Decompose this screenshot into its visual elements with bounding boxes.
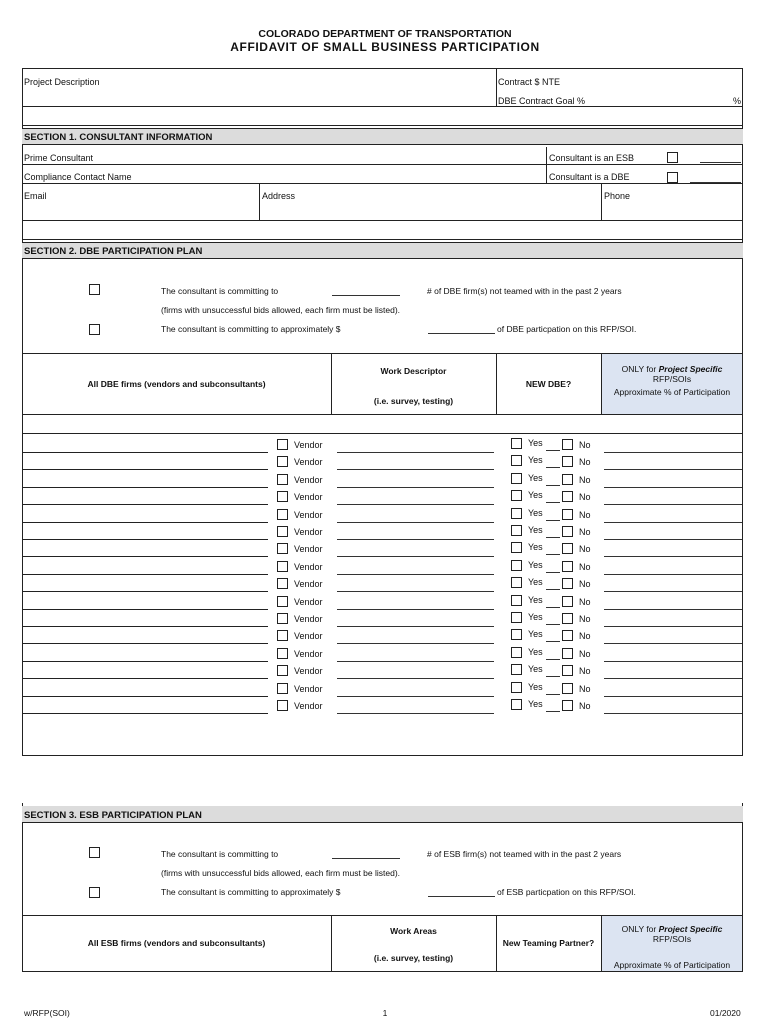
- vendor-checkbox[interactable]: [277, 578, 288, 589]
- vendor-label: Vendor: [294, 544, 323, 554]
- work-descriptor-field[interactable]: [337, 539, 494, 540]
- work-descriptor-field[interactable]: [337, 643, 494, 644]
- vendor-checkbox[interactable]: [277, 613, 288, 624]
- no-label: No: [579, 666, 591, 676]
- vendor-label: Vendor: [294, 666, 323, 676]
- esb-commit-note: (firms with unsuccessful bids allowed, each firm must be listed).: [161, 868, 401, 878]
- firm-name-field[interactable]: [22, 661, 268, 662]
- vendor-label: Vendor: [294, 527, 323, 537]
- participation-percent-field[interactable]: [604, 556, 742, 557]
- esb-commit-amount-suffix: of ESB particpation on this RFP/SOI.: [497, 887, 636, 897]
- vendor-checkbox[interactable]: [277, 596, 288, 607]
- esb-commit-firms-text: The consultant is committing to: [161, 849, 279, 859]
- new-dbe-yes-checkbox[interactable]: [511, 473, 522, 484]
- new-dbe-no-checkbox[interactable]: [562, 613, 573, 624]
- yes-label: Yes: [528, 647, 543, 657]
- yes-label: Yes: [528, 629, 543, 639]
- no-label: No: [579, 475, 591, 485]
- participation-percent-field[interactable]: [604, 574, 742, 575]
- work-descriptor-field[interactable]: [337, 504, 494, 505]
- vendor-label: Vendor: [294, 631, 323, 641]
- section2-header: [22, 242, 743, 259]
- section3-header: [22, 806, 743, 823]
- new-dbe-no-checkbox[interactable]: [562, 509, 573, 520]
- firm-name-field[interactable]: [22, 539, 268, 540]
- participation-percent-field[interactable]: [604, 452, 742, 453]
- no-label: No: [579, 562, 591, 572]
- new-dbe-no-checkbox[interactable]: [562, 561, 573, 572]
- vendor-checkbox[interactable]: [277, 526, 288, 537]
- dbe-col-work: Work Descriptor: [380, 366, 447, 376]
- new-dbe-yes-checkbox[interactable]: [511, 612, 522, 623]
- vendor-label: Vendor: [294, 701, 323, 711]
- firm-name-field[interactable]: [22, 713, 268, 714]
- dbe-line: [690, 182, 741, 183]
- vendor-checkbox[interactable]: [277, 561, 288, 572]
- vendor-checkbox[interactable]: [277, 474, 288, 485]
- participation-percent-field[interactable]: [604, 713, 742, 714]
- no-label: No: [579, 544, 591, 554]
- yes-label: Yes: [528, 473, 543, 483]
- yes-label: Yes: [528, 455, 543, 465]
- no-label: No: [579, 649, 591, 659]
- new-dbe-yes-checkbox[interactable]: [511, 664, 522, 675]
- firm-name-field[interactable]: [22, 556, 268, 557]
- new-dbe-no-checkbox[interactable]: [562, 665, 573, 676]
- dbe-firms-commit-checkbox[interactable]: [89, 284, 100, 295]
- participation-percent-field[interactable]: [604, 469, 742, 470]
- firm-name-field[interactable]: [22, 643, 268, 644]
- form-title: AFFIDAVIT OF SMALL BUSINESS PARTICIPATION: [230, 40, 540, 54]
- no-label: No: [579, 597, 591, 607]
- yes-label: Yes: [528, 560, 543, 570]
- work-descriptor-field[interactable]: [337, 609, 494, 610]
- vendor-label: Vendor: [294, 614, 323, 624]
- work-descriptor-field[interactable]: [337, 661, 494, 662]
- participation-percent-field[interactable]: [604, 522, 742, 523]
- firm-name-field[interactable]: [22, 504, 268, 505]
- new-dbe-no-checkbox[interactable]: [562, 456, 573, 467]
- esb-col-work: Work Areas: [390, 926, 437, 936]
- no-label: No: [579, 701, 591, 711]
- dbe-col-work-sub: (i.e. survey, testing): [373, 396, 454, 406]
- vendor-label: Vendor: [294, 579, 323, 589]
- vendor-label: Vendor: [294, 684, 323, 694]
- vendor-label: Vendor: [294, 510, 323, 520]
- dbe-amount-field[interactable]: [428, 333, 495, 334]
- section1-header: [22, 128, 743, 145]
- email-label: Email: [24, 191, 47, 201]
- no-label: No: [579, 510, 591, 520]
- prime-consultant-label: Prime Consultant: [24, 153, 94, 163]
- participation-percent-field[interactable]: [604, 696, 742, 697]
- vendor-checkbox[interactable]: [277, 509, 288, 520]
- new-dbe-yes-checkbox[interactable]: [511, 508, 522, 519]
- vendor-checkbox[interactable]: [277, 665, 288, 676]
- firm-name-field[interactable]: [22, 696, 268, 697]
- vendor-checkbox[interactable]: [277, 456, 288, 467]
- vendor-label: Vendor: [294, 492, 323, 502]
- vendor-label: Vendor: [294, 597, 323, 607]
- new-dbe-no-checkbox[interactable]: [562, 648, 573, 659]
- no-label: No: [579, 492, 591, 502]
- esb-col-work-sub: (i.e. survey, testing): [373, 953, 454, 963]
- new-dbe-no-checkbox[interactable]: [562, 700, 573, 711]
- vendor-checkbox[interactable]: [277, 648, 288, 659]
- new-dbe-no-checkbox[interactable]: [562, 596, 573, 607]
- esb-line: [700, 162, 741, 163]
- new-dbe-yes-checkbox[interactable]: [511, 629, 522, 640]
- esb-status-label: Consultant is an ESB: [549, 153, 635, 163]
- agency-name: COLORADO DEPARTMENT OF TRANSPORTATION: [258, 28, 512, 40]
- vendor-checkbox[interactable]: [277, 683, 288, 694]
- no-label: No: [579, 579, 591, 589]
- vendor-label: Vendor: [294, 649, 323, 659]
- new-dbe-yes-checkbox[interactable]: [511, 525, 522, 536]
- new-dbe-yes-checkbox[interactable]: [511, 595, 522, 606]
- firm-name-field[interactable]: [22, 591, 268, 592]
- work-descriptor-field[interactable]: [337, 452, 494, 453]
- esb-amount-commit-checkbox[interactable]: [89, 887, 100, 898]
- yes-label: Yes: [528, 699, 543, 709]
- dbe-col-new: NEW DBE?: [525, 379, 572, 389]
- esb-firms-commit-checkbox[interactable]: [89, 847, 100, 858]
- new-dbe-yes-checkbox[interactable]: [511, 699, 522, 710]
- new-dbe-no-checkbox[interactable]: [562, 491, 573, 502]
- esb-checkbox[interactable]: [667, 152, 678, 163]
- firm-name-field[interactable]: [22, 452, 268, 453]
- dbe-checkbox[interactable]: [667, 172, 678, 183]
- work-descriptor-field[interactable]: [337, 626, 494, 627]
- section3-title: SECTION 3. ESB PARTICIPATION PLAN: [24, 810, 202, 821]
- yes-label: Yes: [528, 542, 543, 552]
- esb-amount-field[interactable]: [428, 896, 495, 897]
- new-dbe-yes-checkbox[interactable]: [511, 542, 522, 553]
- address-label: Address: [262, 191, 296, 201]
- work-descriptor-field[interactable]: [337, 713, 494, 714]
- work-descriptor-field[interactable]: [337, 522, 494, 523]
- participation-percent-field[interactable]: [604, 591, 742, 592]
- participation-percent-field[interactable]: [604, 661, 742, 662]
- dbe-commit-firms-text: The consultant is committing to: [161, 286, 279, 296]
- dbe-amount-commit-checkbox[interactable]: [89, 324, 100, 335]
- participation-percent-field[interactable]: [604, 678, 742, 679]
- vendor-checkbox[interactable]: [277, 543, 288, 554]
- work-descriptor-field[interactable]: [337, 678, 494, 679]
- participation-percent-field[interactable]: [604, 643, 742, 644]
- esb-col-project-pct: Approximate % of Participation: [613, 960, 731, 970]
- vendor-label: Vendor: [294, 457, 323, 467]
- vendor-checkbox[interactable]: [277, 491, 288, 502]
- work-descriptor-field[interactable]: [337, 556, 494, 557]
- dbe-col-firms: All DBE firms (vendors and subconsultants): [87, 379, 266, 389]
- work-descriptor-field[interactable]: [337, 487, 494, 488]
- new-dbe-no-checkbox[interactable]: [562, 683, 573, 694]
- dbe-commit-amount-suffix: of DBE particpation on this RFP/SOI.: [497, 324, 637, 334]
- work-descriptor-field[interactable]: [337, 696, 494, 697]
- yes-label: Yes: [528, 525, 543, 535]
- phone-label: Phone: [604, 191, 631, 201]
- vendor-label: Vendor: [294, 440, 323, 450]
- footer-date: 01/2020: [710, 1008, 741, 1018]
- participation-percent-field[interactable]: [604, 539, 742, 540]
- new-dbe-yes-checkbox[interactable]: [511, 438, 522, 449]
- new-dbe-no-checkbox[interactable]: [562, 543, 573, 554]
- work-descriptor-field[interactable]: [337, 591, 494, 592]
- yes-label: Yes: [528, 490, 543, 500]
- firm-name-field[interactable]: [22, 678, 268, 679]
- percent-sign: %: [733, 96, 742, 106]
- vendor-checkbox[interactable]: [277, 439, 288, 450]
- participation-percent-field[interactable]: [604, 609, 742, 610]
- vendor-checkbox[interactable]: [277, 700, 288, 711]
- esb-commit-amount-text: The consultant is committing to approximately $: [161, 887, 341, 897]
- new-dbe-no-checkbox[interactable]: [562, 630, 573, 641]
- section1-title: SECTION 1. CONSULTANT INFORMATION: [24, 132, 213, 143]
- dbe-col-project: ONLY for Project Specific: [621, 364, 723, 374]
- yes-label: Yes: [528, 664, 543, 674]
- new-dbe-no-checkbox[interactable]: [562, 578, 573, 589]
- no-label: No: [579, 457, 591, 467]
- new-dbe-yes-checkbox[interactable]: [511, 577, 522, 588]
- vendor-label: Vendor: [294, 475, 323, 485]
- new-dbe-no-checkbox[interactable]: [562, 474, 573, 485]
- dbe-goal-label: DBE Contract Goal %: [498, 96, 586, 106]
- no-label: No: [579, 684, 591, 694]
- footer-form-id: w/RFP(SOI): [24, 1008, 70, 1018]
- esb-col-firms: All ESB firms (vendors and subconsultants): [87, 938, 266, 948]
- no-label: No: [579, 440, 591, 450]
- participation-percent-field[interactable]: [604, 487, 742, 488]
- new-dbe-yes-checkbox[interactable]: [511, 490, 522, 501]
- firm-name-field[interactable]: [22, 522, 268, 523]
- dbe-commit-note: (firms with unsuccessful bids allowed, each firm must be listed).: [161, 305, 401, 315]
- project-description-label: Project Description: [24, 77, 100, 87]
- firm-name-field[interactable]: [22, 574, 268, 575]
- no-label: No: [579, 614, 591, 624]
- dbe-col-project-pct: Approximate % of Participation: [613, 387, 731, 397]
- esb-col-project: ONLY for Project Specific: [621, 924, 723, 934]
- participation-percent-field[interactable]: [604, 504, 742, 505]
- new-dbe-yes-checkbox[interactable]: [511, 455, 522, 466]
- vendor-checkbox[interactable]: [277, 630, 288, 641]
- new-dbe-no-checkbox[interactable]: [562, 439, 573, 450]
- dbe-commit-amount-text: The consultant is committing to approximately $: [161, 324, 341, 334]
- yes-label: Yes: [528, 612, 543, 622]
- footer-page-number: 1: [382, 1008, 388, 1018]
- yes-label: Yes: [528, 577, 543, 587]
- esb-col-project-rfp: RFP/SOIs: [652, 934, 692, 944]
- esb-firms-count-field[interactable]: [332, 858, 400, 859]
- yes-label: Yes: [528, 508, 543, 518]
- firm-name-field[interactable]: [22, 609, 268, 610]
- dbe-firms-count-field[interactable]: [332, 295, 400, 296]
- dbe-status-label: Consultant is a DBE: [549, 172, 630, 182]
- yes-label: Yes: [528, 438, 543, 448]
- new-dbe-yes-checkbox[interactable]: [511, 560, 522, 571]
- work-descriptor-field[interactable]: [337, 574, 494, 575]
- new-dbe-yes-checkbox[interactable]: [511, 647, 522, 658]
- dbe-col-project-rfp: RFP/SOIs: [652, 374, 692, 384]
- yes-label: Yes: [528, 682, 543, 692]
- compliance-contact-label: Compliance Contact Name: [24, 172, 132, 182]
- firm-name-field[interactable]: [22, 626, 268, 627]
- new-dbe-yes-checkbox[interactable]: [511, 682, 522, 693]
- yes-label: Yes: [528, 595, 543, 605]
- esb-col-new: New Teaming Partner?: [502, 938, 595, 948]
- contract-nte-label: Contract $ NTE: [498, 77, 561, 87]
- participation-percent-field[interactable]: [604, 626, 742, 627]
- esb-commit-firms-suffix: # of ESB firm(s) not teamed with in the past 2 years: [427, 849, 622, 859]
- dbe-commit-firms-suffix: # of DBE firm(s) not teamed with in the past 2 years: [427, 286, 622, 296]
- firm-name-field[interactable]: [22, 469, 268, 470]
- vendor-label: Vendor: [294, 562, 323, 572]
- new-dbe-no-checkbox[interactable]: [562, 526, 573, 537]
- no-label: No: [579, 527, 591, 537]
- work-descriptor-field[interactable]: [337, 469, 494, 470]
- no-label: No: [579, 631, 591, 641]
- section2-title: SECTION 2. DBE PARTICIPATION PLAN: [24, 246, 203, 257]
- firm-name-field[interactable]: [22, 487, 268, 488]
